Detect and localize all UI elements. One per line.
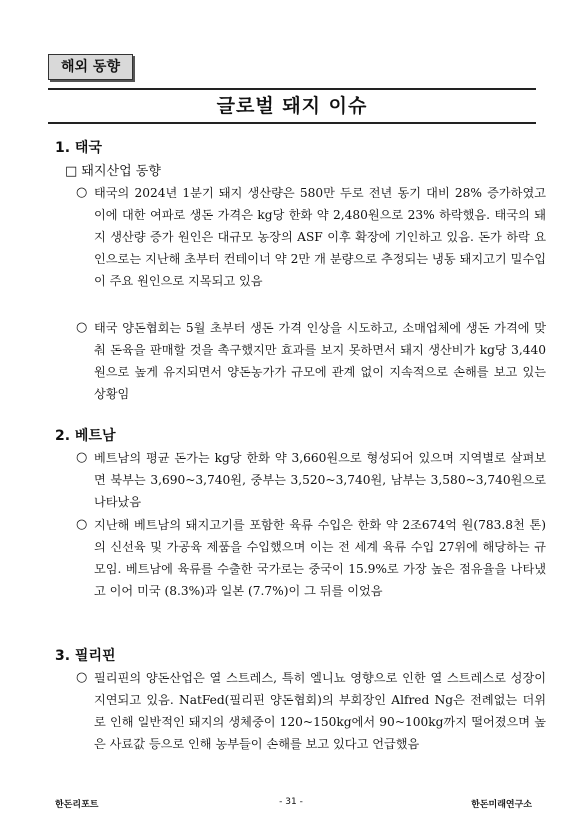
section-heading-vietnam: 2. 베트남 [55,428,116,444]
bullet-text: 지난해 베트남의 돼지고기를 포함한 육류 수입은 한화 약 2조674억 원(783.8천 톤)의 신선육 및 가공육 제품을 수입했으며 이는 전 세계 육류 수입 27위에 해당하는 규모임. 베트남에 육류를 수출한 국가로는 중국이 15.9%로 가장 높은 점유율을 나타냈고 이어 미국 (8.3%)과 일본 (7.7%)이 그 뒤를 이었음 [94,518,546,598]
list-item [76,317,546,405]
section-heading-thailand: 1. 태국 [55,140,102,156]
circle-bullet-icon: ○ [76,185,88,200]
circle-bullet-icon: ○ [76,450,88,465]
bullet-text: 태국의 2024년 1분기 돼지 생산량은 580만 두로 전년 동기 대비 28% 증가하였고 이에 대한 여파로 생돈 가격은 kg당 한화 약 2,480원으로 23% 하락했음. 태국의 돼지 생산량 증가 원인은 대규모 농장의 ASF 이후 확장에 기인하고 있음. 돈가 하락 요인으로는 지난해 초부터 컨테이너 약 2만 개 분량으로 추정되는 냉동 돼지고기 밀수입이 주요 원인으로 지목되고 있음 [94,186,546,288]
list-item [76,514,546,602]
list-item [76,182,546,292]
footer-publication: 한돈리포트 [55,800,99,810]
bullet-text: 베트남의 평균 돈가는 kg당 한화 약 3,660원으로 형성되어 있으며 지역별로 살펴보면 북부는 3,690~3,740원, 중부는 3,520~3,740원, 남부는 3,580~3,740원으로 나타났음 [94,451,546,509]
bullet-text: 필리핀의 양돈산업은 열 스트레스, 특히 엘니뇨 영향으로 인한 열 스트레스로 성장이 지연되고 있음. NatFed(필리핀 양돈협회)의 부회장인 Alfred Ng은 전례없는 더위로 인해 일반적인 돼지의 생체중이 120~150kg에서 90~100kg까지 떨어졌으며 높은 사료값 등으로 인해 농부들이 손해를 보고 있다고 언급했음 [94,671,546,751]
subheading-pig-industry: □ 돼지산업 동향 [65,164,161,179]
page-number: - 31 - [279,797,303,807]
circle-bullet-icon: ○ [76,320,88,335]
list-item [76,447,546,513]
circle-bullet-icon: ○ [76,517,88,532]
section-heading-philippines: 3. 필리핀 [55,648,116,664]
section-tag: 해외 동향 [48,54,133,80]
list-item [76,667,546,755]
footer-institute: 한돈미래연구소 [471,800,532,810]
circle-bullet-icon: ○ [76,670,88,685]
page-title: 글로벌 돼지 이슈 [48,88,536,124]
bullet-text: 태국 양돈협회는 5월 초부터 생돈 가격 인상을 시도하고, 소매업체에 생돈 가격에 맞춰 돈육을 판매할 것을 촉구했지만 효과를 보지 못하면서 돼지 생산비가 kg당 3,440원으로 높게 유지되면서 양돈농가가 규모에 관계 없이 지속적으로 손해를 보고 있는 상황임 [94,321,546,401]
